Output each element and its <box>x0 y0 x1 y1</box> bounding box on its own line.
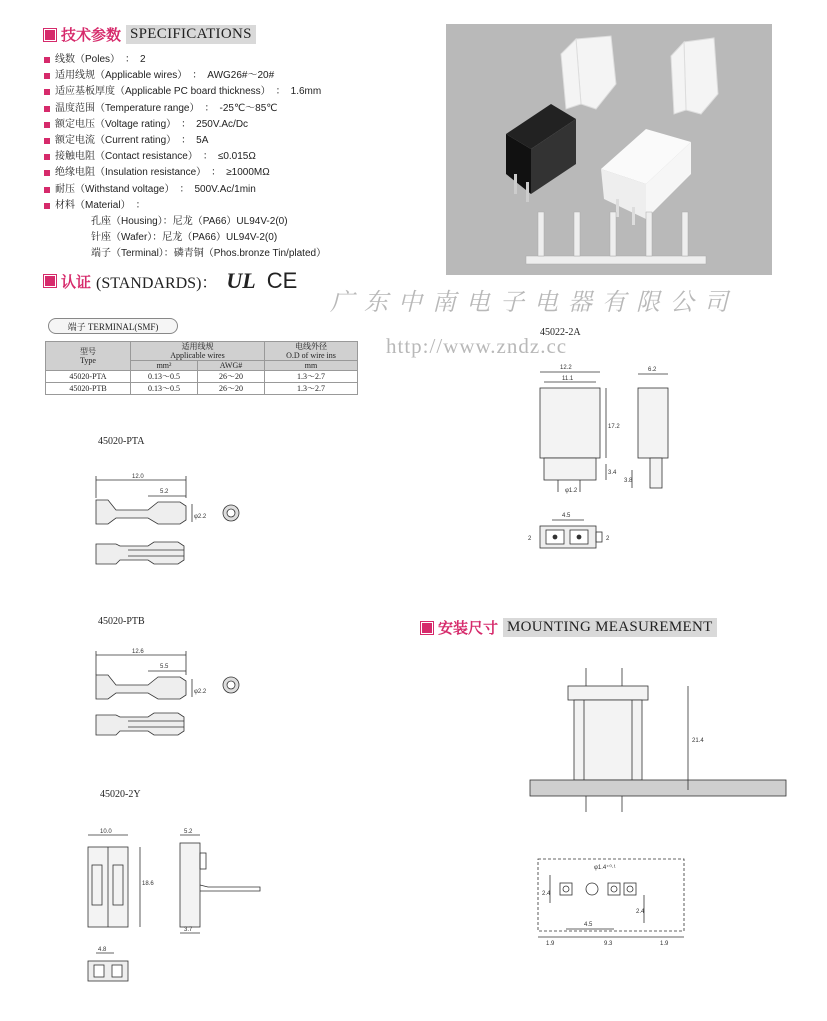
mounting-dim-left: 2.4 <box>542 891 551 897</box>
spec-label: 温度范围（Temperature range） <box>55 102 200 114</box>
spec-value: -25℃～85℃ <box>219 102 278 114</box>
a2-label: 45022-2A <box>540 327 581 338</box>
mounting-dim-pitch: 4.5 <box>584 922 593 928</box>
watermark-company: 广 东 中 南 电 子 电 器 有 限 公 司 <box>330 290 730 316</box>
mounting-side-drawing <box>520 660 820 830</box>
spec-row <box>44 165 326 181</box>
ptb-dim-length: 12.6 <box>132 649 144 655</box>
white-housing-1 <box>561 36 616 109</box>
spec-row <box>44 84 326 100</box>
y2-dim-side: 5.2 <box>184 829 193 835</box>
spec-sep: ： <box>192 70 203 82</box>
bullet-square-icon <box>44 29 56 41</box>
mounting-dim-right: 2.4 <box>636 909 645 915</box>
ptb-dim-barrel: 5.5 <box>160 664 169 670</box>
bullet-square-icon <box>44 57 50 63</box>
spec-label: 适应基板厚度（Applicable PC board thickness） <box>55 86 271 98</box>
spec-sep: ： <box>179 183 190 195</box>
white-wafer <box>601 129 691 225</box>
pta-dim-barrel: 5.2 <box>160 489 169 495</box>
spec-label: 额定电压（Voltage rating） <box>55 118 177 130</box>
a2-dim-pinlen: 3.8 <box>624 478 633 484</box>
y2-dim-pitch: 4.8 <box>98 947 107 953</box>
header-mm: mm <box>265 361 358 371</box>
mounting-hole-drawing <box>520 855 820 965</box>
table-row: 45020-PTB 0.13～0.5 26～20 1.3～2.7 <box>46 383 358 395</box>
y2-label: 45020-2Y <box>100 789 141 800</box>
mounting-title-cn: 安装尺寸 <box>438 620 499 637</box>
spec-label: 适用线规（Applicable wires） <box>55 70 188 82</box>
specs-title-en: SPECIFICATIONS <box>126 25 256 44</box>
a2-dim-pin: φ1.2 <box>565 488 578 494</box>
mounting-dim-height: 21.4 <box>692 738 704 744</box>
terminal-table <box>45 341 358 395</box>
spec-label: 线数（Poles） <box>55 54 121 65</box>
spec-value: 5A <box>196 134 209 146</box>
spec-sep: ： <box>135 199 146 211</box>
pta-dim-dia: φ2.2 <box>194 514 207 520</box>
header-wires: 适用线规 Applicable wires <box>131 342 265 361</box>
a2-dim-gap-1: 2 <box>528 536 532 542</box>
pta-dim-length: 12.0 <box>132 474 144 480</box>
standards-title-en: (STANDARDS)： <box>96 274 218 292</box>
material-row: 孔座（Housing）：尼龙（PA66）UL94V-2(0) <box>91 215 288 227</box>
pta-drawing <box>88 470 348 580</box>
spec-value: 2 <box>140 54 146 65</box>
black-wafer <box>506 104 576 202</box>
table-row: 45020-PTA 0.13～0.5 26～20 1.3～2.7 <box>46 371 358 383</box>
y2-drawing <box>80 825 280 1005</box>
mounting-title-en: MOUNTING MEASUREMENT <box>503 618 717 637</box>
spec-label: 耐压（Withstand voltage） <box>55 183 175 195</box>
bullet-square-icon <box>44 89 50 95</box>
header-type: 型号 Type <box>46 342 131 371</box>
header-mm2: mm² <box>131 361 198 371</box>
spec-label: 接触电阻（Contact resistance） <box>55 151 198 163</box>
mounting-title <box>421 617 717 638</box>
spec-sep: ： <box>204 102 215 114</box>
spec-label: 材料（Material） <box>55 199 131 211</box>
spec-row <box>44 68 326 84</box>
spec-value: ≤0.015Ω <box>217 151 256 163</box>
bullet-square-icon <box>44 122 50 128</box>
a2-drawing <box>520 360 690 560</box>
pta-label: 45020-PTA <box>98 436 145 447</box>
bullet-square-icon <box>44 73 50 79</box>
spec-label: 绝缘电阻（Insulation resistance） <box>55 167 207 179</box>
bullet-square-icon <box>44 154 50 160</box>
spec-value: ≥1000MΩ <box>226 167 270 179</box>
mounting-dim-hole: φ1.4⁺⁰·¹ <box>594 865 616 871</box>
white-housing-2 <box>671 38 718 114</box>
bullet-square-icon <box>421 622 433 634</box>
watermark-url: http://www.zndz.cc <box>386 334 568 358</box>
material-row: 针座（Wafer）：尼龙（PA66）UL94V-2(0) <box>91 232 278 244</box>
bullet-square-icon <box>44 187 50 193</box>
product-photo <box>446 24 772 275</box>
spec-value: AWG26#～20# <box>207 70 275 82</box>
bullet-square-icon <box>44 106 50 112</box>
spec-row <box>44 52 326 68</box>
header-od: 电线外径 O.D of wire ins <box>265 342 358 361</box>
specs-title-cn: 技术参数 <box>61 27 122 44</box>
spec-sep: ： <box>181 134 192 146</box>
ce-mark-icon: CE <box>266 268 298 293</box>
terminal-strip <box>526 212 706 264</box>
spec-value: 1.6mm <box>290 86 322 98</box>
spec-row <box>44 101 326 117</box>
a2-dim-gap-2: 2 <box>606 536 610 542</box>
spec-row <box>44 149 326 165</box>
bullet-square-icon <box>44 203 50 209</box>
mounting-dim-edge-right: 1.9 <box>660 941 669 947</box>
bullet-square-icon <box>44 170 50 176</box>
ptb-label: 45020-PTB <box>98 616 145 627</box>
spec-sep: ： <box>275 86 286 98</box>
a2-dim-pitch: 4.5 <box>562 513 571 519</box>
spec-sep: ： <box>202 151 213 163</box>
specs-title <box>44 24 256 45</box>
spec-label: 额定电流（Current rating） <box>55 134 177 146</box>
standards-title <box>44 268 297 294</box>
spec-value: 250V.Ac/Dc <box>196 118 249 130</box>
spec-row <box>44 133 326 149</box>
a2-dim-side: 6.2 <box>648 367 657 373</box>
y2-dim-height: 18.6 <box>142 881 154 887</box>
ul-mark-icon: UL <box>226 268 256 293</box>
terminal-caption: 端子 TERMINAL(SMF) <box>48 318 178 334</box>
spec-sep: ： <box>181 118 192 130</box>
spec-row <box>44 198 326 214</box>
spec-row <box>44 117 326 133</box>
a2-dim-base: 3.4 <box>608 470 617 476</box>
y2-dim-width: 10.0 <box>100 829 112 835</box>
a2-dim-height: 17.2 <box>608 424 620 430</box>
connector-photo-illustration <box>446 24 772 275</box>
bullet-square-icon <box>44 275 56 287</box>
ptb-dim-dia: φ2.2 <box>194 689 207 695</box>
spec-sep: ： <box>125 54 136 65</box>
a2-dim-outer: 12.2 <box>560 365 572 371</box>
mounting-dim-edge-left: 1.9 <box>546 941 555 947</box>
header-awg: AWG# <box>198 361 265 371</box>
a2-dim-inner: 11.1 <box>562 376 574 382</box>
spec-row <box>44 182 326 198</box>
bullet-square-icon <box>44 138 50 144</box>
standards-title-cn: 认证 <box>61 273 92 291</box>
material-row: 端子（Terminal）：磷青铜（Phos.bronze Tin/plated） <box>91 248 327 260</box>
spec-sep: ： <box>211 167 222 179</box>
spec-value: 500V.Ac/1min <box>194 183 256 195</box>
y2-dim-base: 3.7 <box>184 927 193 933</box>
ptb-drawing <box>88 645 348 755</box>
spec-list <box>44 52 326 262</box>
mounting-dim-span: 9.3 <box>604 941 613 947</box>
